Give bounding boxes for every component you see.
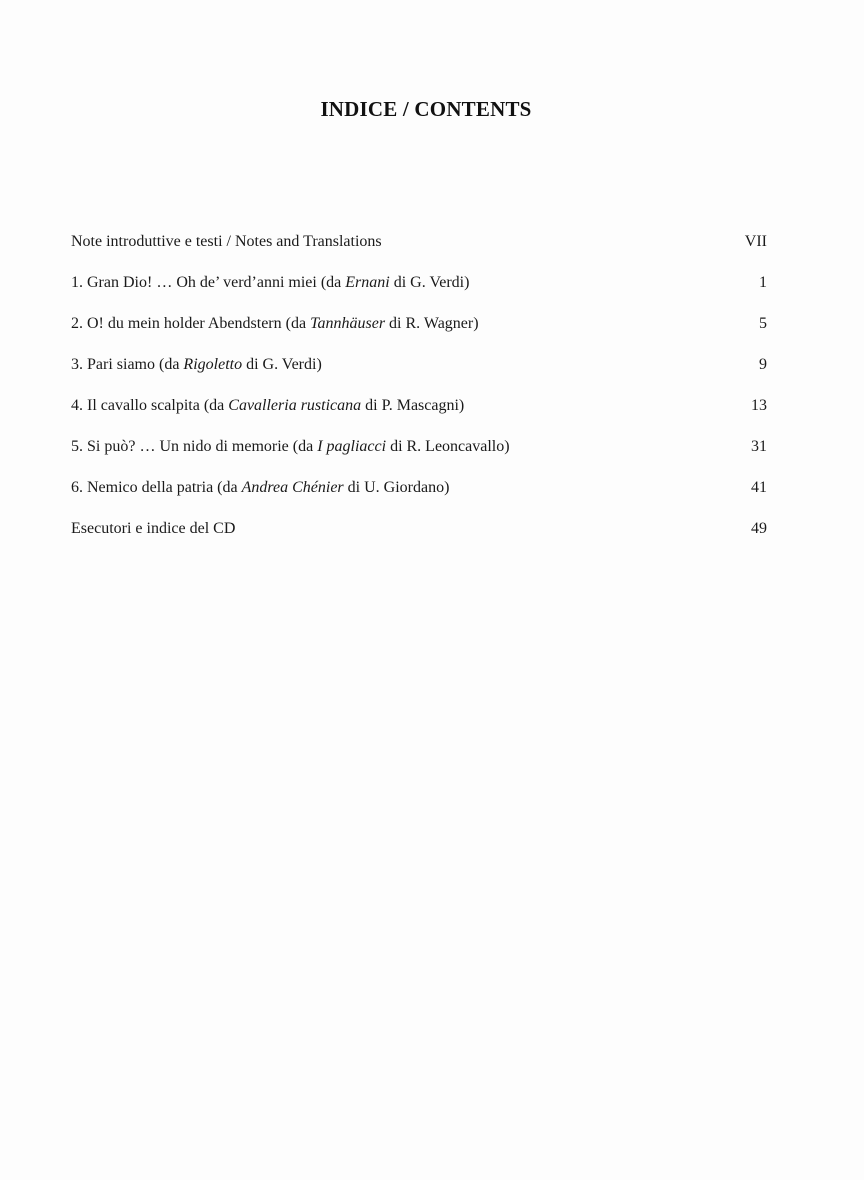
toc-entry-2 [71, 313, 767, 354]
toc-page-number: VII [744, 233, 767, 250]
opera-title: Cavalleria rusticana [228, 397, 362, 414]
toc-entry-label: 3. Pari siamo (da Rigoletto di G. Verdi) [71, 356, 322, 373]
toc-entry-label: 4. Il cavallo scalpita (da Cavalleria rusticana di P. Mascagni) [71, 397, 465, 414]
page-title: INDICE / CONTENTS [320, 97, 532, 121]
toc-entry-label: Esecutori e indice del CD [71, 520, 236, 537]
toc-page-number: 5 [759, 315, 767, 332]
toc-entry-label: 5. Si può? … Un nido di memorie (da I pagliacci di R. Leoncavallo) [71, 438, 510, 455]
toc-entry-4 [71, 395, 767, 436]
table-of-contents [71, 231, 767, 559]
opera-title: I pagliacci [317, 438, 387, 455]
toc-page-number: 31 [751, 438, 767, 455]
opera-title: Andrea Chénier [241, 479, 344, 496]
toc-entry-3 [71, 354, 767, 395]
toc-page-number: 49 [751, 520, 767, 537]
toc-entry-notes [71, 231, 767, 272]
toc-entry-1 [71, 272, 767, 313]
toc-page-number: 41 [751, 479, 767, 496]
toc-entry-label: 6. Nemico della patria (da Andrea Chénier di U. Giordano) [71, 479, 450, 496]
toc-page-number: 13 [751, 397, 767, 414]
toc-entry-label: Note introduttive e testi / Notes and Translations [71, 233, 382, 250]
toc-page-number: 9 [759, 356, 767, 373]
toc-entry-label: 1. Gran Dio! … Oh de’ verd’anni miei (da Ernani di G. Verdi) [71, 274, 470, 291]
opera-title: Rigoletto [183, 356, 243, 373]
toc-page-number: 1 [759, 274, 767, 291]
toc-entry-6 [71, 477, 767, 518]
toc-entry-label: 2. O! du mein holder Abendstern (da Tannhäuser di R. Wagner) [71, 315, 479, 332]
toc-entry-performers [71, 518, 767, 559]
opera-title: Tannhäuser [310, 315, 386, 332]
opera-title: Ernani [345, 274, 390, 291]
toc-entry-5 [71, 436, 767, 477]
